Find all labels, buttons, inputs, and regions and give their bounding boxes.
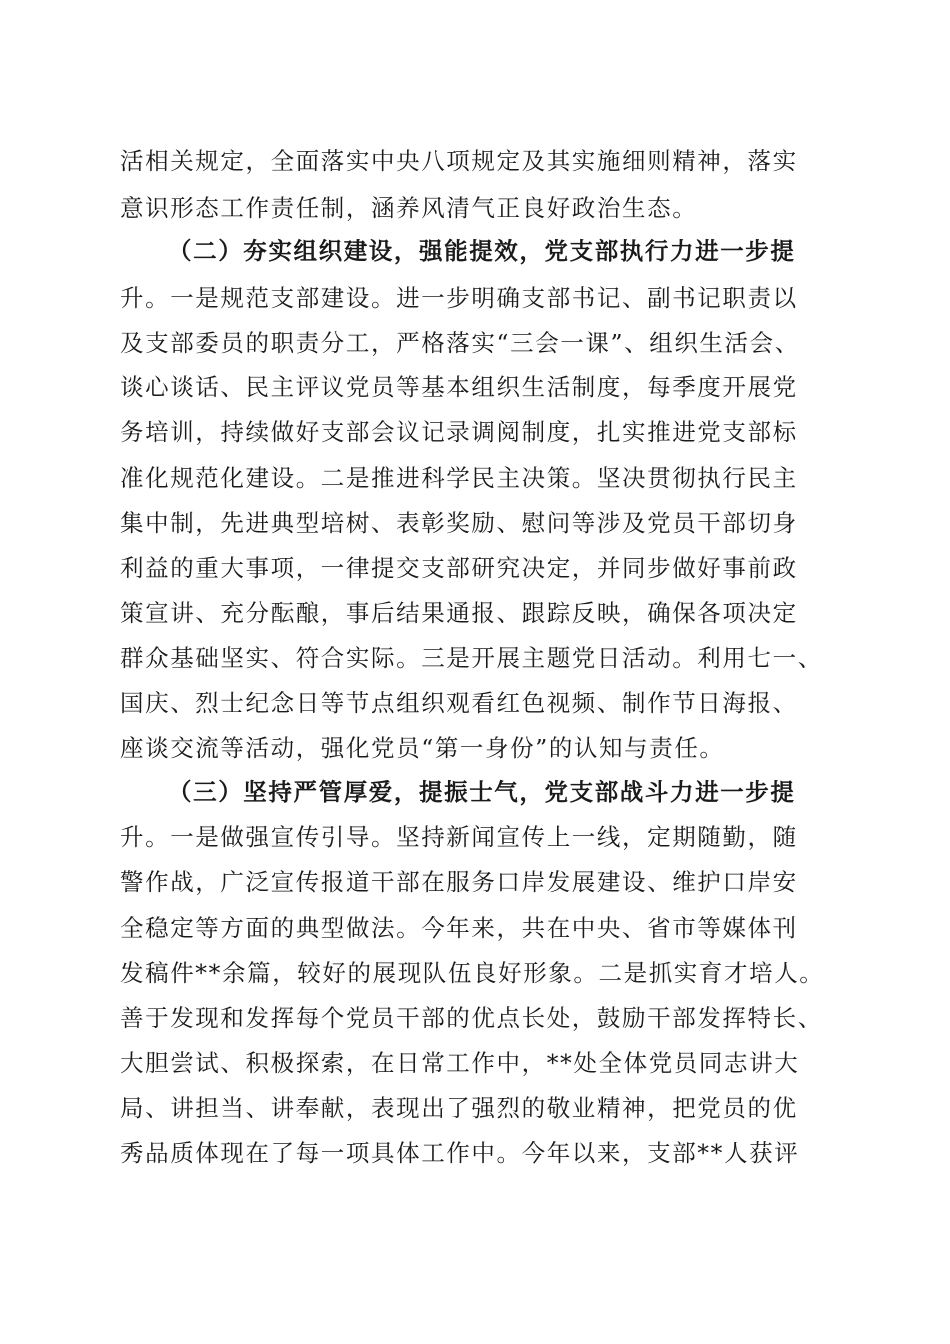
text-line: 发稿件**余篇，较好的展现队伍良好形象。二是抓实育才培人。 bbox=[120, 959, 825, 987]
text-line: 集中制，先进典型培树、表彰奖励、慰问等涉及党员干部切身 bbox=[120, 509, 798, 537]
text-line: 意识形态工作责任制，涵养风清气正良好政治生态。 bbox=[120, 194, 698, 222]
text-line: 国庆、烈士纪念日等节点组织观看红色视频、制作节日海报、 bbox=[120, 689, 798, 717]
text-line: 升。一是规范支部建设。进一步明确支部书记、副书记职责以 bbox=[120, 284, 798, 312]
text-line: 准化规范化建设。二是推进科学民主决策。坚决贯彻执行民主 bbox=[120, 464, 798, 492]
text-line: 全稳定等方面的典型做法。今年来，共在中央、省市等媒体刊 bbox=[120, 914, 798, 942]
text-line: 利益的重大事项，一律提交支部研究决定，并同步做好事前政 bbox=[120, 554, 798, 582]
text-line: 及支部委员的职责分工，严格落实“三会一课”、组织生活会、 bbox=[120, 329, 800, 357]
text-line: 务培训，持续做好支部会议记录调阅制度，扎实推进党支部标 bbox=[120, 418, 798, 446]
text-line: 警作战，广泛宣传报道干部在服务口岸发展建设、维护口岸安 bbox=[120, 868, 798, 896]
text-line: 局、讲担当、讲奉献，表现出了强烈的敬业精神，把党员的优 bbox=[120, 1094, 798, 1122]
text-line: 谈心谈话、民主评议党员等基本组织生活制度，每季度开展党 bbox=[120, 373, 798, 401]
text-line: 座谈交流等活动，强化党员“第一身份”的认知与责任。 bbox=[120, 734, 725, 762]
text-line: 群众基础坚实、符合实际。三是开展主题党日活动。利用七一、 bbox=[120, 644, 823, 672]
text-line: 策宣讲、充分酝酿，事后结果通报、跟踪反映，确保各项决定 bbox=[120, 599, 798, 627]
text-line: 大胆尝试、积极探索，在日常工作中，**处全体党员同志讲大 bbox=[120, 1049, 800, 1077]
text-line: 善于发现和发挥每个党员干部的优点长处，鼓励干部发挥特长、 bbox=[120, 1004, 823, 1032]
text-line: 升。一是做强宣传引导。坚持新闻宣传上一线，定期随勤，随 bbox=[120, 823, 798, 851]
section-heading-3: （三）坚持严管厚爱，提振士气，党支部战斗力进一步提 bbox=[168, 778, 796, 806]
text-line: 活相关规定，全面落实中央八项规定及其实施细则精神，落实 bbox=[120, 147, 798, 175]
section-heading-2: （二）夯实组织建设，强能提效，党支部执行力进一步提 bbox=[168, 237, 796, 265]
text-line: 秀品质体现在了每一项具体工作中。今年以来，支部**人获评 bbox=[120, 1139, 800, 1167]
